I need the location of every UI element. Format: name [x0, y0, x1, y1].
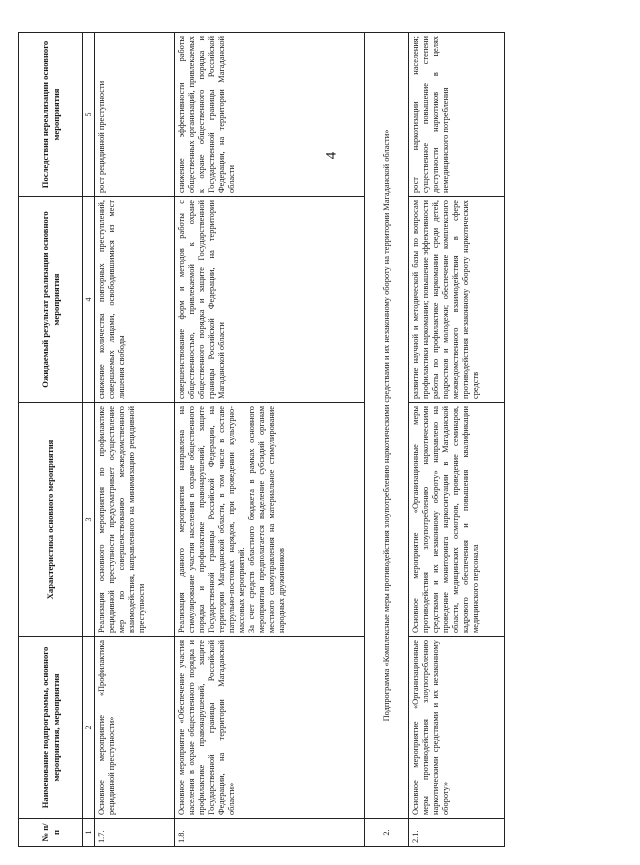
header-number: № п/п	[19, 819, 83, 847]
column-number: 2	[83, 637, 95, 819]
table-row	[175, 33, 365, 847]
row-name: Основное мероприятие «Профилактика рецидивной преступности»	[95, 637, 175, 819]
rotated-table-sheet	[18, 33, 533, 847]
row-name: Основное мероприятие «Обеспечение участия населения в охране общественного порядка и профилактике правонарушений, защите Государственной границы Российской Федерации, на территории Магаданской области»	[175, 637, 365, 819]
column-number-row	[83, 33, 95, 847]
row-result: развитие научной и методической базы по вопросам профилактики наркомании; повышение эффективности работы по профилактике наркомании среди детей, подростков и молодежи; обеспечение комплексного межведомственного взаимодействия в сфере противодействия незаконному обороту наркотических средств	[409, 197, 505, 403]
header-name: Наименование подпрограммы, основного мероприятия, мероприятия	[19, 637, 83, 819]
column-number: 5	[83, 33, 95, 197]
column-number: 4	[83, 197, 95, 403]
page-number: 4	[323, 151, 340, 160]
row-description-part: Реализация данного мероприятия направлена на стимулирование участия населения в охране общественного порядка и профилактике правонарушений, защите Государственной границы Российской Федерации, на территории Магаданской области, в том числе в составе патрульно-постовых нарядов, при проведении культурно-массовых мероприятий.	[177, 406, 246, 633]
row-number: 1.7.	[95, 819, 175, 847]
section-number: 2.	[365, 819, 409, 847]
row-consequence: рост рецидивной преступности	[95, 33, 175, 197]
section-row	[365, 33, 409, 847]
row-number: 1.8.	[175, 819, 365, 847]
row-consequence: рост наркотизации населения; существенное повышение степени доступности наркотиков в целях немедицинского потребления	[409, 33, 505, 197]
row-number: 2.1.	[409, 819, 505, 847]
table-row	[409, 33, 505, 847]
row-result: совершенствование форм и методов работы с общественностью, привлекаемой к охране общественного порядка и защите Государственной границы Российской Федерации, на территории Магаданской области	[175, 197, 365, 403]
row-consequence: снижение эффективности работы общественных организаций, привлекаемых к охране общественного порядка и Государственной границы Российской Федерации, на территории Магаданской области	[175, 33, 365, 197]
row-description-part: За счет средств областного бюджета в рамках основного мероприятия предполагается выделение субсидий органам местного самоуправления на материальное стимулирование народных дружинников	[246, 406, 286, 633]
program-table	[18, 32, 505, 847]
column-number: 3	[83, 403, 95, 637]
table-header-row	[19, 33, 83, 847]
header-description: Характеристика основного мероприятия	[19, 403, 83, 637]
row-description	[175, 403, 365, 637]
row-description: Основное мероприятие «Организационные меры противодействия злоупотреблению наркотическими средствами и их незаконному обороту» направлено на проведение мониторинга наркоситуации в Магаданской области, медицинских осмотров, проведение семинаров, кадрового обеспечения и повышения квалификации медицинского персонала	[409, 403, 505, 637]
section-title: Подпрограмма «Комплексные меры противодействия злоупотреблению наркотическими средствами и их незаконному обороту на территории Магаданской области»	[365, 33, 409, 819]
header-result: Ожидаемый результат реализации основного мероприятия	[19, 197, 83, 403]
table-row	[95, 33, 175, 847]
row-name: Основное мероприятие «Организационные меры противодействия злоупотреблению наркотическими средствами и их незаконному обороту»	[409, 637, 505, 819]
row-description: Реализация основного мероприятия по профилактике рецидивной преступности предусматривает осуществление мер по совершенствованию межведомственного взаимодействия, направленного на минимизацию рецидивной преступности	[95, 403, 175, 637]
header-consequence: Последствия нереализации основного мероприятия	[19, 33, 83, 197]
row-result: снижение количества повторных преступлений, совершаемых лицами, освободившимися из мест лишения свободы	[95, 197, 175, 403]
column-number: 1	[83, 819, 95, 847]
